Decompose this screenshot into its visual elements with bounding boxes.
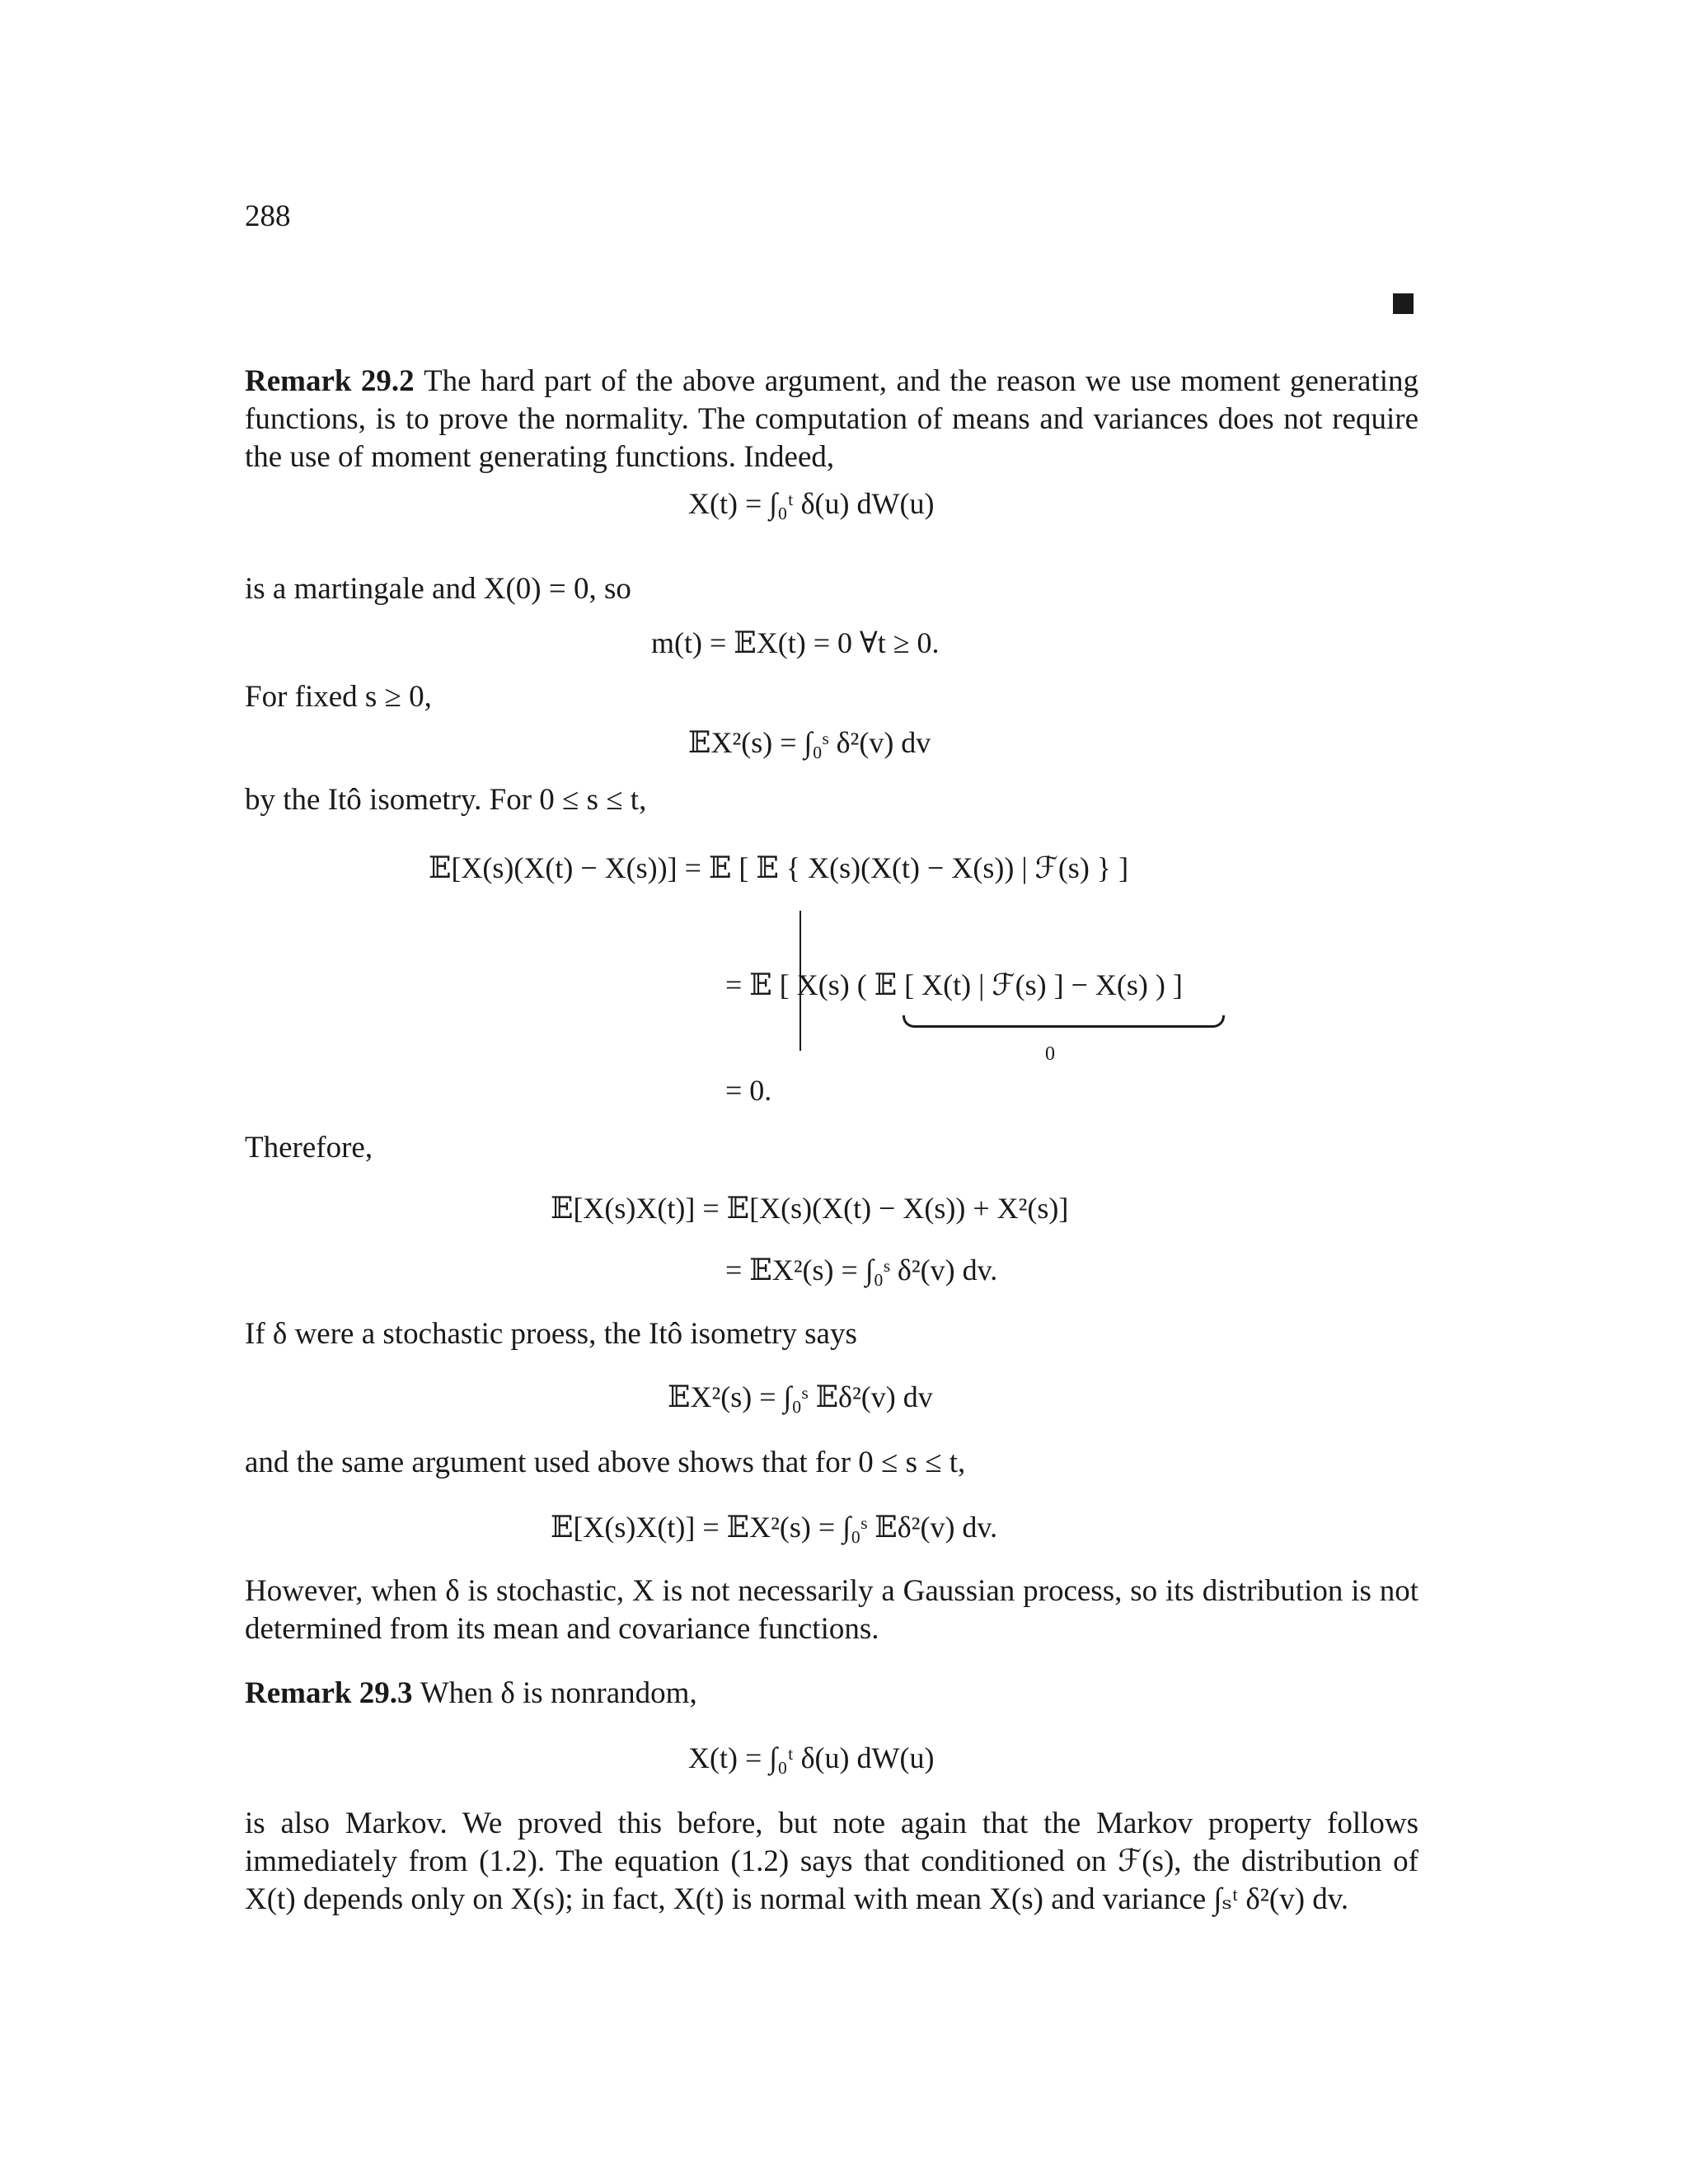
remark-29-2-text: The hard part of the above argument, and the reason we use moment generating functions, is to prove the normality. The computation of means and variances does not require the use of moment generating functions. Indeed,	[245, 364, 1419, 474]
end-of-proof-square	[1393, 293, 1414, 314]
text-fixed-s: For fixed s ≥ 0,	[245, 680, 432, 714]
underbrace	[903, 1015, 1225, 1028]
equation-ito-integral-repeat: X(t) = ∫₀ᵗ δ(u) dW(u)	[688, 1741, 935, 1774]
equation-stochastic-variance: 𝔼X²(s) = ∫₀ˢ 𝔼δ²(v) dv	[668, 1380, 933, 1413]
equation-variance: 𝔼X²(s) = ∫₀ˢ δ²(v) dv	[688, 726, 931, 759]
text-markov: is also Markov. We proved this before, but note again that the Markov property follows immediately from (1.2). The equation (1.2) says that conditioned on ℱ(s), the distribution of X(t) depends only on X(s); in fact, X(t) is normal with mean X(s) and variance ∫ₛᵗ δ²(v) dv.	[245, 1807, 1418, 1916]
text-ito-isometry: by the Itô isometry. For 0 ≤ s ≤ t,	[245, 783, 647, 817]
text-stochastic-process: If δ were a stochastic proess, the Itô isometry says	[245, 1317, 857, 1351]
underbrace-label: 0	[1045, 1043, 1055, 1065]
equation-conditional-line2: = 𝔼 [ X(s) ( 𝔼 [ X(t) | ℱ(s) ] − X(s) ) ]	[725, 968, 1183, 1001]
text-however: However, when δ is stochastic, X is not necessarily a Gaussian process, so its distribution is not determined from its mean and covariance functions.	[245, 1574, 1418, 1646]
page-number: 288	[245, 199, 291, 233]
equation-covariance-line1: 𝔼[X(s)X(t)] = 𝔼[X(s)(X(t) − X(s)) + X²(s)]	[551, 1192, 1069, 1225]
text-martingale: is a martingale and X(0) = 0, so	[245, 572, 631, 606]
equation-ito-integral: X(t) = ∫₀ᵗ δ(u) dW(u)	[688, 487, 935, 520]
equation-stochastic-covariance: 𝔼[X(s)X(t)] = 𝔼X²(s) = ∫₀ˢ 𝔼δ²(v) dv.	[551, 1511, 998, 1544]
remark-29-3-text: When δ is nonrandom,	[420, 1676, 697, 1710]
remark-29-2-label: Remark 29.2	[245, 364, 415, 398]
equation-covariance-line2: = 𝔼X²(s) = ∫₀ˢ δ²(v) dv.	[725, 1254, 998, 1286]
remark-29-2	[245, 363, 1418, 476]
equation-conditional-line1: 𝔼[X(s)(X(t) − X(s))] = 𝔼 [ 𝔼 { X(s)(X(t) − X(s)) | ℱ(s) } ]	[429, 851, 1129, 884]
remark-29-3	[245, 1675, 1418, 1713]
remark-29-3-label: Remark 29.3	[245, 1676, 413, 1710]
text-therefore: Therefore,	[245, 1131, 373, 1165]
equation-mean: m(t) = 𝔼X(t) = 0 ∀t ≥ 0.	[651, 626, 940, 659]
text-same-argument: and the same argument used above shows that for 0 ≤ s ≤ t,	[245, 1446, 966, 1479]
equation-conditional-line3: = 0.	[725, 1074, 772, 1107]
